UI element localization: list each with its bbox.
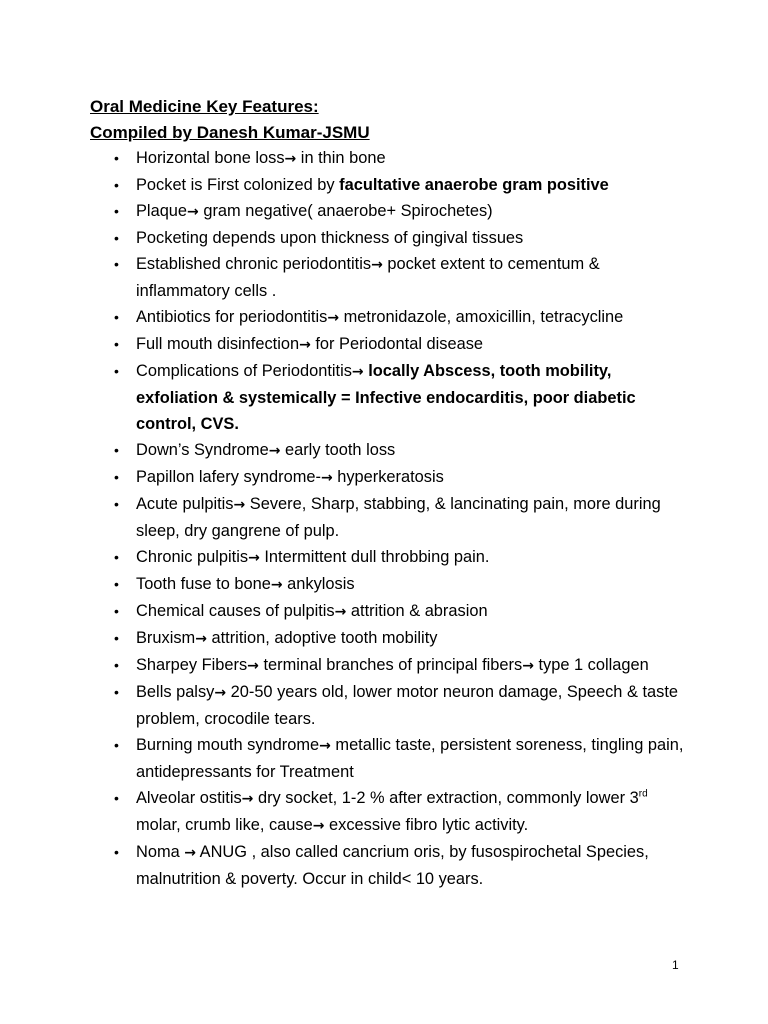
list-item: [112, 571, 692, 598]
bullet-icon: •: [114, 549, 119, 565]
bullet-icon: •: [114, 177, 119, 193]
item-text: Pocket is First colonized by: [136, 176, 340, 194]
arrow-right-icon: →: [351, 364, 364, 380]
item-text: Established chronic periodontitis: [136, 255, 372, 273]
list-item: [112, 839, 692, 892]
list-item: [112, 172, 692, 198]
item-text: Severe, Sharp, stabbing, & lancinating pain, more during sleep, dry gangrene of pulp.: [136, 495, 661, 540]
item-text: dry socket, 1-2 % after extraction, commonly lower 3: [253, 789, 639, 807]
item-text: early tooth loss: [280, 441, 396, 459]
item-text: ANUG , also called cancrium oris, by fusospirochetal Species, malnutrition & poverty. Occur in child< 10 years.: [136, 843, 649, 888]
item-text: Tooth fuse to bone: [136, 575, 271, 593]
item-text: for Periodontal disease: [310, 335, 484, 353]
bullet-icon: •: [114, 442, 119, 458]
item-text: pocket extent to cementum & inflammatory cells .: [136, 255, 600, 300]
arrow-right-icon: →: [233, 497, 246, 513]
bullet-icon: •: [114, 790, 119, 806]
arrow-right-icon: →: [320, 470, 333, 486]
bullet-icon: •: [114, 203, 119, 219]
list-item: [112, 732, 692, 785]
arrow-right-icon: →: [522, 658, 534, 674]
arrow-right-icon: →: [195, 631, 207, 647]
list-item: [112, 785, 692, 839]
list-item: [112, 598, 692, 625]
item-text: Noma: [136, 843, 185, 861]
bullet-icon: •: [114, 576, 119, 592]
arrow-right-icon: →: [241, 791, 254, 807]
item-text: Sharpey Fibers: [136, 656, 248, 674]
item-text: Antibiotics for periodontitis: [136, 308, 328, 326]
bullet-icon: •: [114, 496, 119, 512]
arrow-right-icon: →: [312, 818, 325, 834]
bullet-icon: •: [114, 737, 119, 753]
bullet-icon: •: [114, 363, 119, 379]
item-text: metallic taste, persistent soreness, tingling pain, antidepressants for Treatment: [136, 736, 684, 781]
item-text: Down’s Syndrome: [136, 441, 269, 459]
item-text: gram negative( anaerobe+ Spirochetes): [198, 202, 493, 220]
arrow-right-icon: →: [247, 658, 259, 674]
item-text: Pocketing depends upon thickness of gingival tissues: [136, 229, 524, 247]
item-text: rd: [638, 788, 648, 800]
arrow-right-icon: →: [270, 577, 283, 593]
bullet-icon: •: [114, 657, 119, 673]
list-item: [112, 679, 692, 732]
list-item: [112, 145, 692, 172]
bullet-icon: •: [114, 230, 119, 246]
arrow-right-icon: →: [299, 337, 311, 353]
item-text: excessive fibro lytic activity.: [324, 816, 529, 834]
page-number: 1: [672, 958, 679, 972]
item-text: ankylosis: [282, 575, 355, 593]
item-text: Intermittent dull throbbing pain.: [259, 548, 490, 566]
item-text: Burning mouth syndrome: [136, 736, 320, 754]
item-text: Papillon lafery syndrome-: [136, 468, 321, 486]
bullet-icon: •: [114, 630, 119, 646]
arrow-right-icon: →: [268, 443, 281, 459]
item-text: Plaque: [136, 202, 188, 220]
bullet-icon: •: [114, 336, 119, 352]
list-item: [112, 625, 692, 652]
list-item: [112, 251, 692, 304]
item-text: type 1 collagen: [533, 656, 649, 674]
item-text: facultative anaerobe gram positive: [339, 176, 609, 194]
item-text: metronidazole, amoxicillin, tetracycline: [339, 308, 624, 326]
item-text: attrition, adoptive tooth mobility: [206, 629, 438, 647]
item-text: attrition & abrasion: [346, 602, 488, 620]
item-text: hyperkeratosis: [332, 468, 444, 486]
item-text: Bruxism: [136, 629, 196, 647]
item-text: Chemical causes of pulpitis: [136, 602, 335, 620]
list-item: [112, 464, 692, 491]
list-item: [112, 437, 692, 464]
bullet-icon: •: [114, 150, 119, 166]
bullet-icon: •: [114, 256, 119, 272]
bullet-icon: •: [114, 684, 119, 700]
arrow-right-icon: →: [319, 738, 331, 754]
list-item: [112, 198, 692, 225]
item-text: 20-50 years old, lower motor neuron damage, Speech & taste problem, crocodile tears.: [136, 683, 678, 728]
list-item: [112, 225, 692, 251]
bullet-icon: •: [114, 309, 119, 325]
item-text: Alveolar ostitis: [136, 789, 242, 807]
list-item: [112, 491, 692, 544]
arrow-right-icon: →: [248, 550, 260, 566]
arrow-right-icon: →: [284, 151, 297, 167]
document-title: Oral Medicine Key Features:: [90, 97, 319, 116]
item-text: Chronic pulpitis: [136, 548, 249, 566]
bullet-icon: •: [114, 469, 119, 485]
item-text: molar, crumb like, cause: [136, 816, 313, 834]
arrow-right-icon: →: [184, 845, 197, 861]
arrow-right-icon: →: [187, 204, 199, 220]
list-item: [112, 544, 692, 571]
document-author: Compiled by Danesh Kumar-JSMU: [90, 123, 370, 142]
key-features-list: [112, 145, 692, 892]
item-text: Complications of Periodontitis: [136, 362, 352, 380]
list-item: [112, 652, 692, 679]
list-item: [112, 304, 692, 331]
bullet-icon: •: [114, 603, 119, 619]
arrow-right-icon: →: [327, 310, 340, 326]
item-text: Bells palsy: [136, 683, 215, 701]
list-item: [112, 358, 692, 437]
item-text: locally Abscess, tooth mobility, exfoliation & systemically = Infective endocarditis, poor diabetic control, CVS.: [136, 362, 636, 433]
bullet-icon: •: [114, 844, 119, 860]
item-text: Full mouth disinfection: [136, 335, 300, 353]
arrow-right-icon: →: [214, 685, 227, 701]
item-text: in thin bone: [296, 149, 386, 167]
arrow-right-icon: →: [334, 604, 347, 620]
item-text: terminal branches of principal fibers: [258, 656, 523, 674]
list-item: [112, 331, 692, 358]
item-text: Acute pulpitis: [136, 495, 234, 513]
arrow-right-icon: →: [371, 257, 383, 273]
item-text: Horizontal bone loss: [136, 149, 285, 167]
